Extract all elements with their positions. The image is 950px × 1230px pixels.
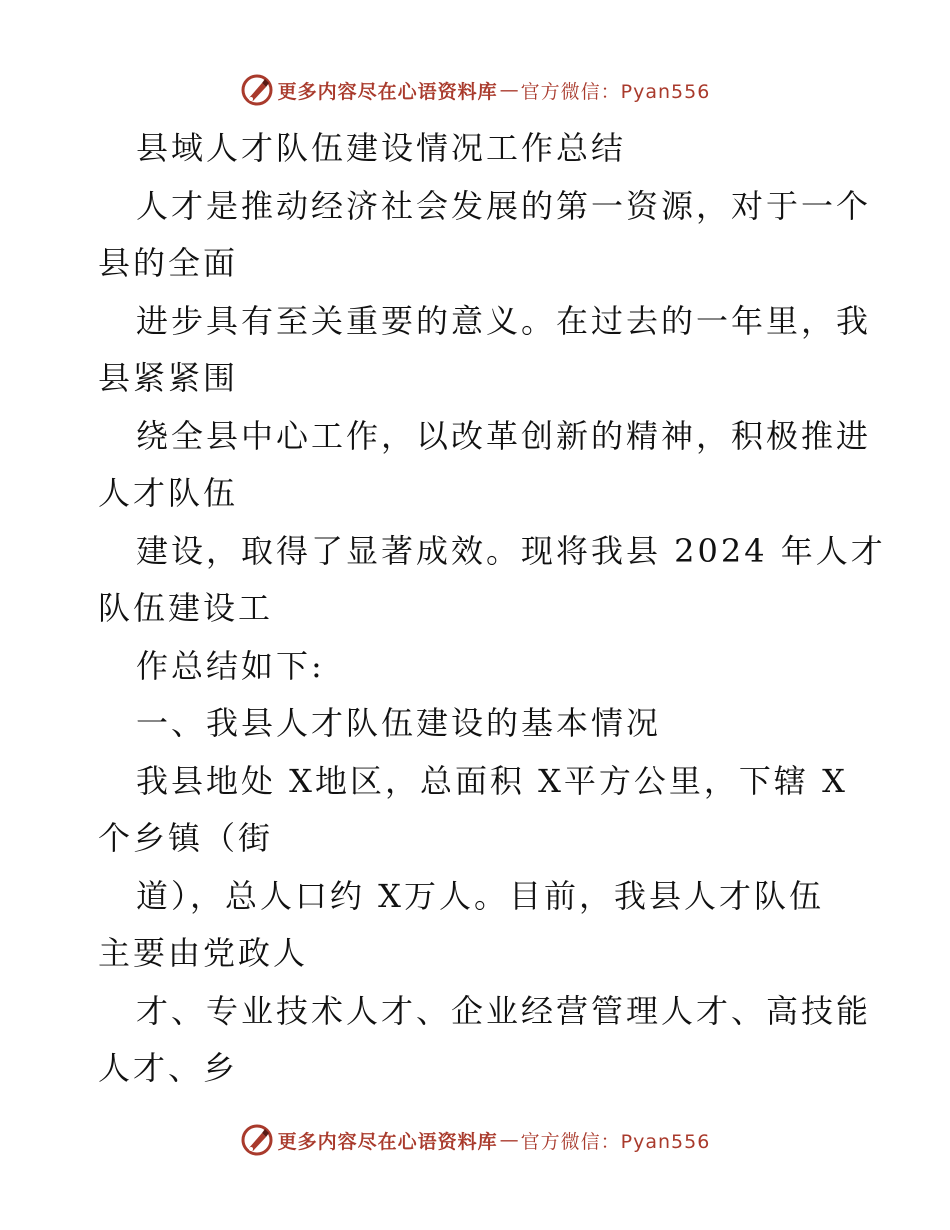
watermark-account-text: 官方微信：Pyan556 bbox=[520, 80, 711, 103]
paragraph-line: 县紧紧围 bbox=[98, 359, 239, 397]
paragraph-line: 县的全面 bbox=[98, 244, 239, 282]
section-heading: 一、我县人才队伍建设的基本情况 bbox=[136, 704, 662, 742]
document-body bbox=[98, 120, 886, 1098]
pen-logo-icon bbox=[240, 73, 274, 107]
paragraph-line: 才、专业技术人才、企业经营管理人才、高技能 bbox=[136, 991, 872, 1030]
watermark-site-text: 更多内容尽在心语资料库 bbox=[277, 1130, 498, 1153]
pen-logo-icon bbox=[240, 1123, 274, 1157]
paragraph-line: 绕全县中心工作，以改革创新的精神，积极推进 bbox=[136, 416, 872, 455]
paragraph-line: 主要由党政人 bbox=[98, 934, 309, 972]
paragraph-line: 进步具有至关重要的意义。在过去的一年里，我 bbox=[136, 301, 872, 340]
paragraph-line: 人才是推动经济社会发展的第一资源，对于一个 bbox=[136, 186, 872, 225]
watermark-separator: — bbox=[499, 79, 519, 101]
watermark-account-text: 官方微信：Pyan556 bbox=[520, 1130, 711, 1153]
paragraph-line: 人才、乡 bbox=[98, 1049, 239, 1087]
footer-watermark bbox=[0, 1120, 950, 1160]
paragraph-line: 队伍建设工 bbox=[98, 589, 274, 627]
document-title: 县域人才队伍建设情况工作总结 bbox=[136, 129, 627, 167]
paragraph-line: 个乡镇（街 bbox=[98, 819, 274, 857]
header-watermark bbox=[0, 70, 950, 110]
paragraph-line: 建设，取得了显著成效。现将我县 2024 年人才 bbox=[136, 531, 886, 570]
paragraph-line: 作总结如下: bbox=[136, 646, 325, 685]
paragraph-line: 道），总人口约 X万人。目前，我县人才队伍 bbox=[136, 876, 824, 915]
watermark-site-text: 更多内容尽在心语资料库 bbox=[277, 80, 498, 103]
paragraph-line: 人才队伍 bbox=[98, 474, 239, 512]
watermark-separator: — bbox=[499, 1129, 519, 1151]
paragraph-line: 我县地处 X地区，总面积 X平方公里，下辖 X bbox=[136, 761, 848, 800]
